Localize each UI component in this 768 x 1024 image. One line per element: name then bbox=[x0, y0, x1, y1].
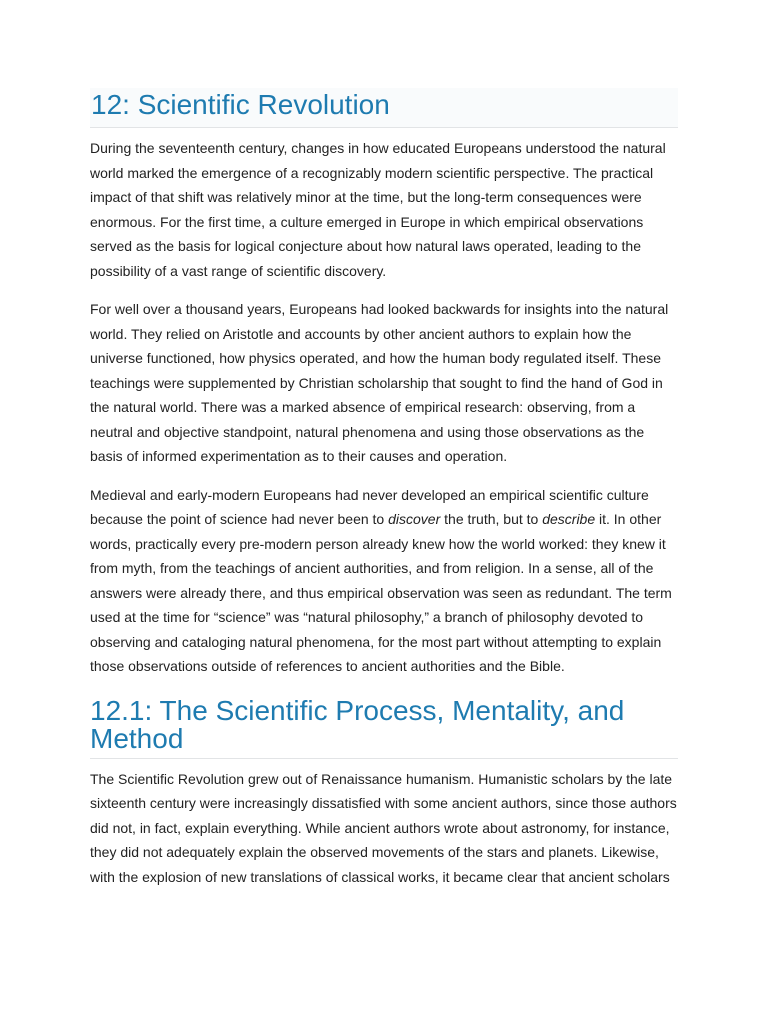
paragraph-text: the truth, but to bbox=[440, 511, 543, 527]
paragraph-text: Medieval and early-modern Europeans had never developed an empirical scientific culture because the point of science had never been to bbox=[90, 486, 649, 527]
section-paragraph: The Scientific Revolution grew out of Renaissance humanism. Humanistic scholars by the late sixteenth century were increasingly dissatisfied with some ancient authors, since those authors did not, in fact, explain everything. While ancient authors wrote about astronomy, for instance, they did not adequately explain the observed movements of the stars and planets. Likewise, with the explosion of new translations of classical works, it became clear that ancient scholars bbox=[90, 770, 677, 885]
document-page bbox=[90, 88, 678, 889]
body-paragraph-3 bbox=[90, 483, 678, 679]
emphasis-discover: discover bbox=[388, 511, 441, 527]
section-heading: 12.1: The Scientific Process, Mentality, and Method bbox=[90, 697, 678, 759]
body-paragraph-2: For well over a thousand years, Europeans had looked backwards for insights into the natural world. They relied on Aristotle and accounts by other ancient authors to explain how the universe functioned, how physics operated, and how the human body regulated itself. These teachings were supplemented by Christian scholarship that sought to find the hand of God in the natural world. There was a marked absence of empirical research: observing, from a neutral and objective standpoint, natural phenomena and using those observations as the basis of informed experimentation as to their causes and operation. bbox=[90, 301, 669, 464]
emphasis-describe: describe bbox=[542, 511, 596, 527]
paragraph-text: it. In other words, practically every pre-modern person already knew how the world worked: they knew it from myth, from the teachings of ancient authorities, and from religion. In a sense, all of the answers were already there, and thus empirical observation was seen as redundant. The term used at the time for “science” was “natural philosophy,” a branch of philosophy devoted to observing and cataloging natural phenomena, for the most part without attempting to explain those observations outside of references to ancient authorities and the Bible. bbox=[90, 511, 672, 674]
intro-paragraph: During the seventeenth century, changes in how educated Europeans understood the natural world marked the emergence of a recognizably modern scientific perspective. The practical impact of that shift was relatively minor at the time, but the long-term consequences were enormous. For the first time, a culture emerged in Europe in which empirical observations served as the basis for logical conjecture about how natural laws operated, leading to the possibility of a vast range of scientific discovery. bbox=[90, 140, 666, 279]
page-title: 12: Scientific Revolution bbox=[90, 88, 678, 128]
